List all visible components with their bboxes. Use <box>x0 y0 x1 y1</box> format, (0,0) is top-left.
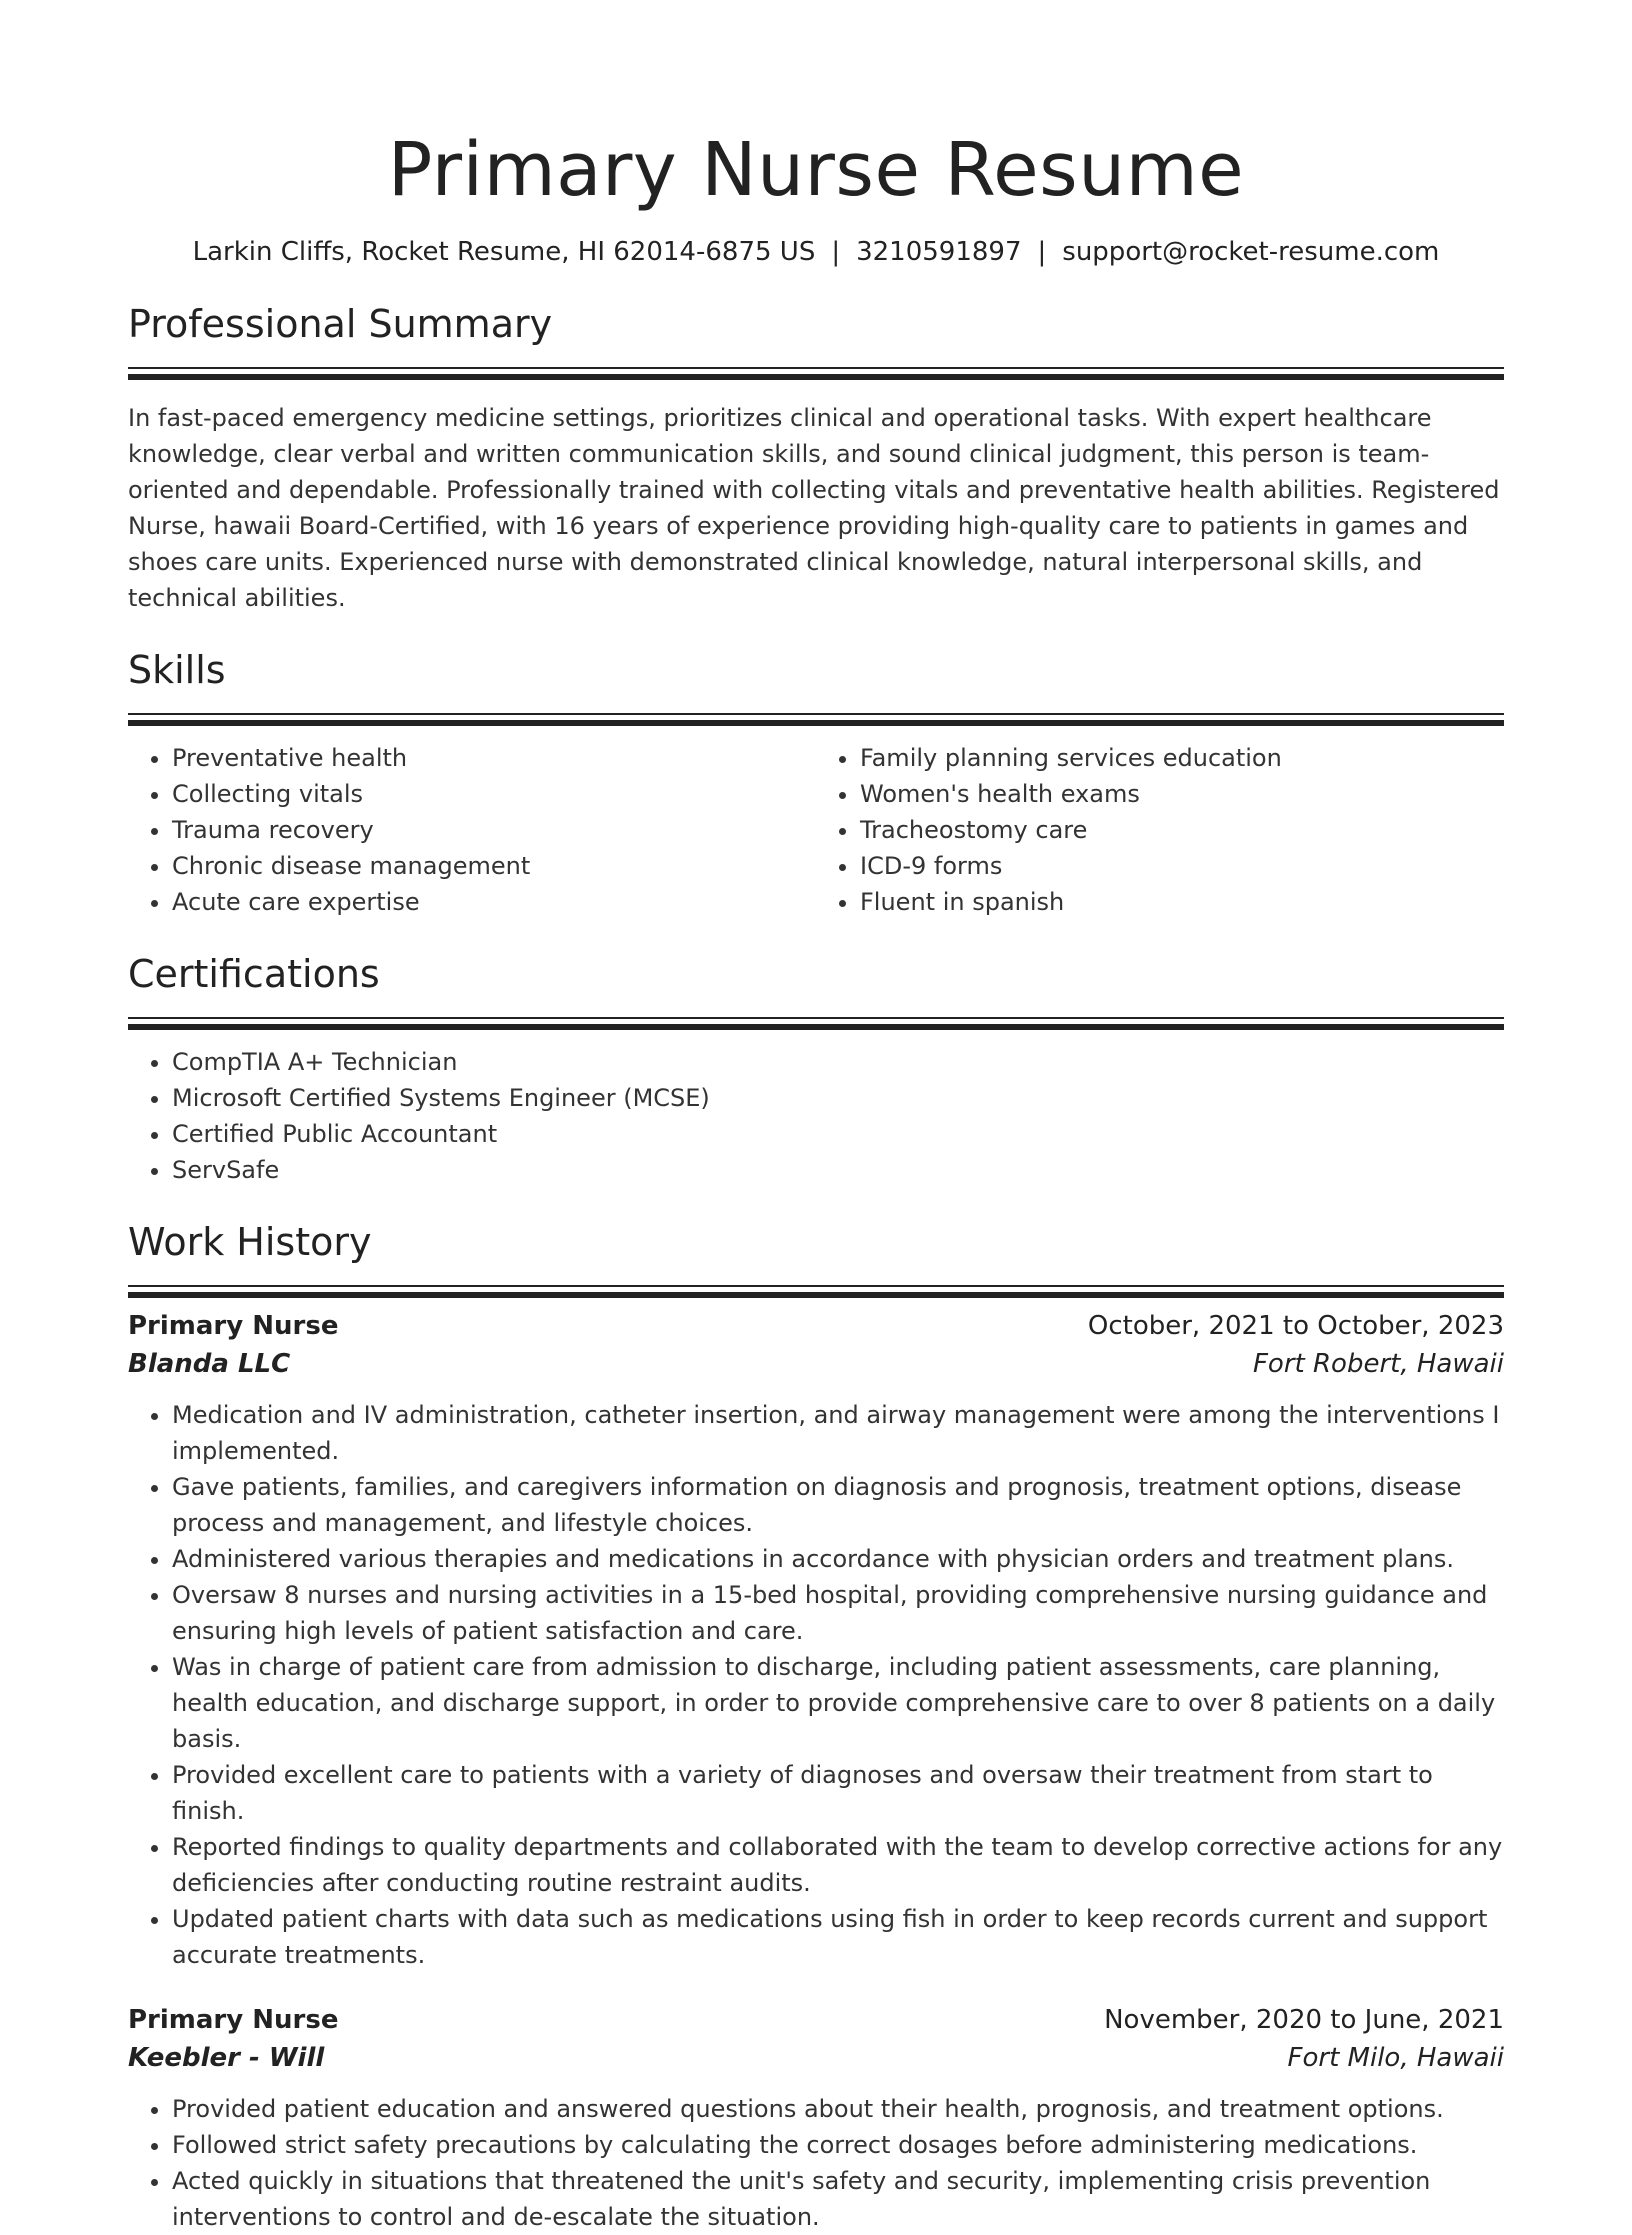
skill-item: • Family planning services education <box>860 740 1504 776</box>
summary-section <box>128 299 1504 616</box>
job-entry <box>128 1307 1504 1973</box>
skill-item: • Trauma recovery <box>172 812 816 848</box>
section-divider <box>128 1285 1504 1287</box>
job-duty-item: • Administered various therapies and medications in accordance with physician orders and treatment plans. <box>172 1541 1504 1577</box>
work-history-section <box>128 1217 1504 2235</box>
skill-item: • ICD-9 forms <box>860 848 1504 884</box>
skill-item: • Tracheostomy care <box>860 812 1504 848</box>
skills-heading: Skills <box>128 648 226 692</box>
skills-section <box>128 645 1504 920</box>
skills-list-right <box>816 740 1504 920</box>
job-location: Fort Milo, Hawaii <box>1287 2043 1504 2073</box>
job-entry <box>128 2001 1504 2235</box>
job-dates: October, 2021 to October, 2023 <box>1087 1311 1504 1341</box>
contact-separator: | <box>1037 237 1047 267</box>
certification-item: • Certified Public Accountant <box>172 1116 1504 1152</box>
contact-email[interactable]: support@rocket-resume.com <box>1062 237 1440 267</box>
skills-grid <box>128 740 1504 920</box>
job-duties-list <box>128 2091 1504 2235</box>
work-history-heading: Work History <box>128 1220 372 1264</box>
job-duty-item: • Followed strict safety precautions by calculating the correct dosages before administering medications. <box>172 2127 1504 2163</box>
job-duties-list <box>128 1397 1504 1973</box>
job-duty-item: • Acted quickly in situations that threatened the unit's safety and security, implementing crisis prevention interventions to control and de-escalate the situation. <box>172 2163 1504 2235</box>
job-company-row <box>128 2039 1504 2077</box>
skill-item: • Women's health exams <box>860 776 1504 812</box>
summary-text: In fast-paced emergency medicine settings, prioritizes clinical and operational tasks. With expert healthcare knowledge, clear verbal and written communication skills, and sound clinical judgment, this person is team-oriented and dependable. Professionally trained with collecting vitals and preventative health abilities. Registered Nurse, hawaii Board-Certified, with 16 years of experience providing high-quality care to patients in games and shoes care units. Experienced nurse with demonstrated clinical knowledge, natural interpersonal skills, and technical abilities. <box>128 404 1500 612</box>
job-header-row <box>128 1307 1504 1345</box>
job-title: Primary Nurse <box>128 1311 339 1341</box>
job-duty-item: • Oversaw 8 nurses and nursing activities in a 15-bed hospital, providing comprehensive nursing guidance and ensuring high levels of patient satisfaction and care. <box>172 1577 1504 1649</box>
job-company: Keebler - Will <box>128 2043 325 2073</box>
certifications-heading: Certifications <box>128 952 380 996</box>
job-header-row <box>128 2001 1504 2039</box>
contact-phone: 3210591897 <box>856 237 1022 267</box>
certification-item: • ServSafe <box>172 1152 1504 1188</box>
certifications-list <box>128 1044 1504 1188</box>
job-duty-item: • Medication and IV administration, catheter insertion, and airway management were among the interventions I implemented. <box>172 1397 1504 1469</box>
job-duty-item: • Updated patient charts with data such as medications using fish in order to keep records current and support accurate treatments. <box>172 1901 1504 1973</box>
certification-item: • Microsoft Certified Systems Engineer (MCSE) <box>172 1080 1504 1116</box>
section-divider <box>128 713 1504 715</box>
skills-list-left <box>128 740 816 920</box>
job-duty-item: • Provided patient education and answered questions about their health, prognosis, and treatment options. <box>172 2091 1504 2127</box>
skill-item: • Fluent in spanish <box>860 884 1504 920</box>
job-company-row <box>128 1345 1504 1383</box>
job-title: Primary Nurse <box>128 2005 339 2035</box>
skill-item: • Collecting vitals <box>172 776 816 812</box>
summary-heading: Professional Summary <box>128 302 553 346</box>
section-divider <box>128 1017 1504 1019</box>
certifications-section <box>128 949 1504 1188</box>
contact-address: Larkin Cliffs, Rocket Resume, HI 62014-6875 US <box>192 237 816 267</box>
skill-item: • Preventative health <box>172 740 816 776</box>
job-location: Fort Robert, Hawaii <box>1252 1349 1504 1379</box>
skill-item: • Acute care expertise <box>172 884 816 920</box>
certification-item: • CompTIA A+ Technician <box>172 1044 1504 1080</box>
resume-page <box>128 0 1504 2235</box>
contact-line <box>128 234 1504 270</box>
job-duty-item: • Reported findings to quality departments and collaborated with the team to develop corrective actions for any deficiencies after conducting routine restraint audits. <box>172 1829 1504 1901</box>
job-duty-item: • Provided excellent care to patients with a variety of diagnoses and oversaw their treatment from start to finish. <box>172 1757 1504 1829</box>
job-dates: November, 2020 to June, 2021 <box>1104 2005 1504 2035</box>
job-duty-item: • Was in charge of patient care from admission to discharge, including patient assessments, care planning, health education, and discharge support, in order to provide comprehensive care to over 8 patients on a daily basis. <box>172 1649 1504 1757</box>
contact-separator: | <box>831 237 841 267</box>
page-title: Primary Nurse Resume <box>387 127 1245 213</box>
skill-item: • Chronic disease management <box>172 848 816 884</box>
section-divider <box>128 367 1504 369</box>
job-duty-item: • Gave patients, families, and caregivers information on diagnosis and prognosis, treatment options, disease process and management, and lifestyle choices. <box>172 1469 1504 1541</box>
job-company: Blanda LLC <box>128 1349 291 1379</box>
